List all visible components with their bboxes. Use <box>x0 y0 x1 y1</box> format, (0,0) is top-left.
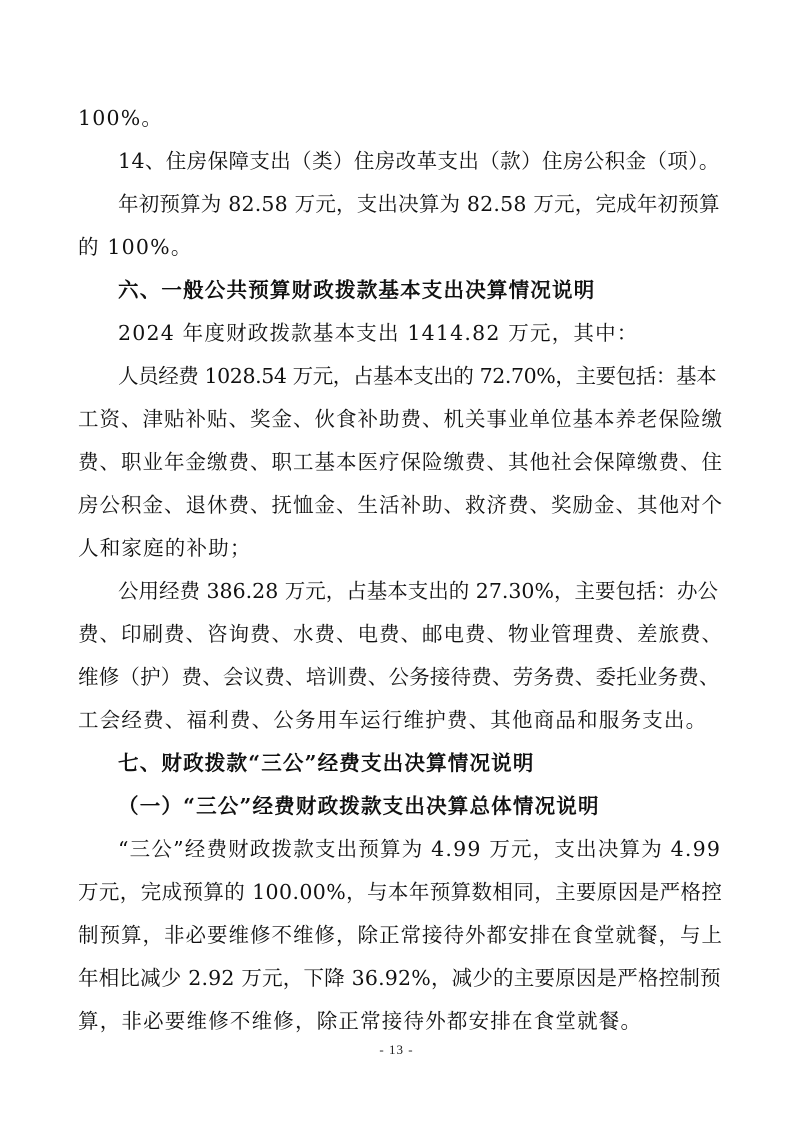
paragraph-line: 费、印刷费、咨询费、水费、电费、邮电费、物业管理费、差旅费、 <box>78 622 723 646</box>
page-number: - 13 - <box>379 1042 414 1057</box>
paragraph-line: 房公积金、退休费、抚恤金、生活补助、救济费、奖励金、其他对个 <box>78 493 723 517</box>
section-heading: 七、财政拨款“三公”经费支出决算情况说明 <box>118 751 535 775</box>
paragraph-line: “三公”经费财政拨款支出预算为 4.99 万元，支出决算为 4.99 <box>118 837 722 861</box>
paragraph-line: 维修（护）费、会议费、培训费、公务接待费、劳务费、委托业务费、 <box>78 665 720 689</box>
paragraph-line: 万元，完成预算的 100.00%，与本年预算数相同，主要原因是严格控 <box>78 880 723 904</box>
paragraph-line: 14、住房保障支出（类）住房改革支出（款）住房公积金（项）。 <box>118 149 720 173</box>
paragraph-line: 年相比减少 2.92 万元，下降 36.92%，减少的主要原因是严格控制预 <box>78 966 721 990</box>
paragraph-line: 人员经费 1028.54 万元，占基本支出的 72.70%，主要包括：基本 <box>118 364 717 388</box>
paragraph-line: 算，非必要维修不维修，除正常接待外都安排在食堂就餐。 <box>78 1009 643 1033</box>
section-heading: 六、一般公共预算财政拨款基本支出决算情况说明 <box>118 278 596 302</box>
paragraph-line: 2024 年度财政拨款基本支出 1414.82 万元，其中： <box>118 321 639 345</box>
paragraph-line: 制预算，非必要维修不维修，除正常接待外都安排在食堂就餐，与上 <box>78 923 723 947</box>
paragraph-line: 费、职业年金缴费、职工基本医疗保险缴费、其他社会保障缴费、住 <box>78 450 723 474</box>
subsection-heading: （一）“三公”经费财政拨款支出决算总体情况说明 <box>118 794 600 818</box>
paragraph-line: 的 100%。 <box>78 235 193 259</box>
paragraph-line: 公用经费 386.28 万元，占基本支出的 27.30%，主要包括：办公 <box>118 579 718 603</box>
paragraph-line: 工资、津贴补贴、奖金、伙食补助费、机关事业单位基本养老保险缴 <box>78 407 723 431</box>
paragraph-line: 年初预算为 82.58 万元，支出决算为 82.58 万元，完成年初预算 <box>118 192 720 216</box>
paragraph-line: 人和家庭的补助； <box>78 536 252 560</box>
paragraph-line: 100%。 <box>78 106 164 130</box>
paragraph-line: 工会经费、福利费、公务用车运行维护费、其他商品和服务支出。 <box>78 708 708 732</box>
